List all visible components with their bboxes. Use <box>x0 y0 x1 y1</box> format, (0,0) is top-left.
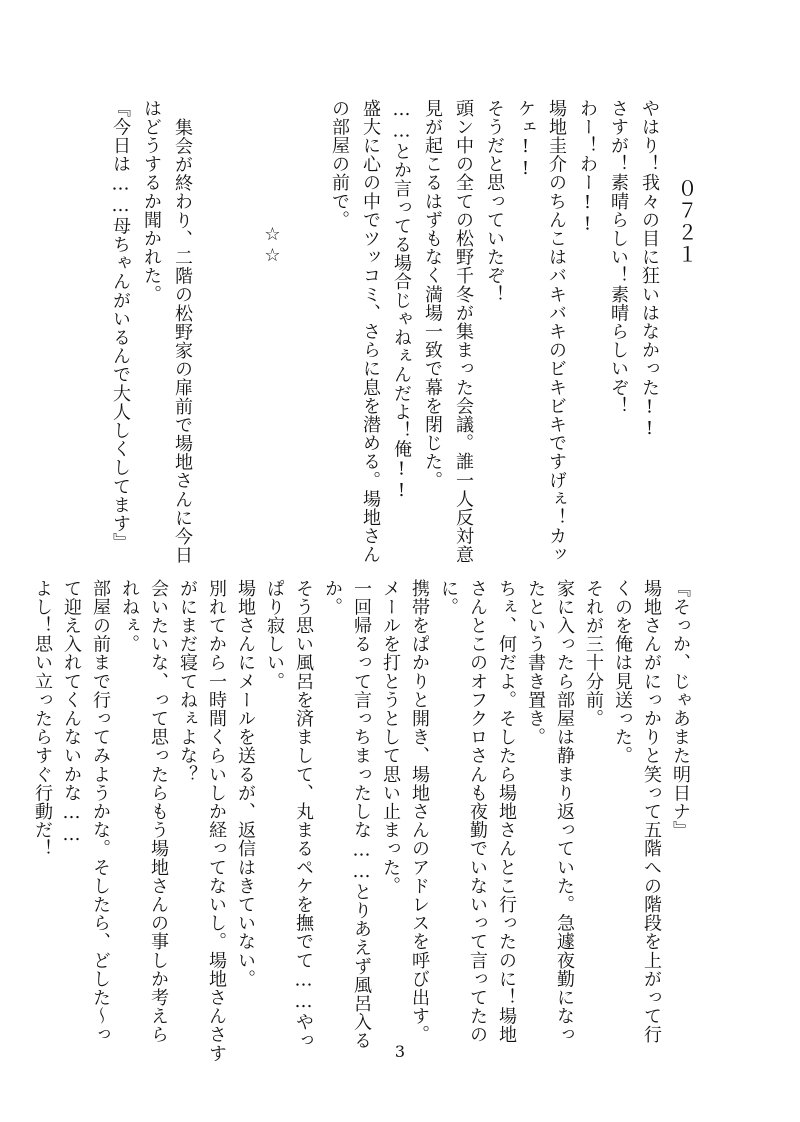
text-line: 一回帰るって言っちまったしな……とりあえず風呂入る <box>351 579 372 1050</box>
text-line: 『今日は……母ちゃんがいるんで大人しくしてます』 <box>110 99 131 552</box>
page-number: 3 <box>394 1042 406 1061</box>
text-line: に。 <box>438 579 459 617</box>
text-line: 『そっか、じゃあまた明日ナ』 <box>670 579 691 840</box>
text-line: さんとこのオフクロさんも夜勤でいないって言ってたの <box>467 579 488 1044</box>
text-line: の部屋の前で。 <box>329 99 350 230</box>
text-line: 別れてから一時間くらいしか経ってないし。場地さんさす <box>206 579 227 1063</box>
text-line: わー！わー!! <box>577 99 598 236</box>
text-line: 家に入ったら部屋は静まり返っていた。急遽夜勤になっ <box>554 579 575 1044</box>
text-line: 集会が終わり、二階の松野家の扉前で場地さんに今日 <box>172 118 193 565</box>
text-line: はどうするか聞かれた。 <box>141 99 162 304</box>
text-line: ぱり寂しい。 <box>264 579 285 691</box>
text-line: て迎え入れてくんないかな…… <box>61 579 82 846</box>
text-line: ……とか言ってる場合じゃねぇんだよ！俺!! <box>391 99 412 502</box>
text-line: 会いたいな、って思ったらもう場地さんの事しか考えら <box>148 579 169 1044</box>
text-line: か。 <box>322 579 343 617</box>
text-line: そう思い風呂を済まして、丸まるペケを撫でて……やっ <box>293 579 314 1050</box>
text-line: 頭ン中の全ての松野千冬が集まった会議。誰一人反対意 <box>453 99 474 564</box>
text-line: たという書き置き。 <box>525 579 546 747</box>
text-line: 場地さんがにっかりと笑って五階への階段を上がって行 <box>641 579 662 1044</box>
text-line: 携帯をぱかりと開き、場地さんのアドレスを呼び出す。 <box>409 579 430 1044</box>
scene-separator: ☆☆ <box>262 224 283 266</box>
text-line: ちぇ、何だよ。そしたら場地さんとこ行ったのに！場地 <box>496 579 517 1044</box>
text-line: ケェ!! <box>515 99 536 180</box>
text-line: やはり！我々の目に狂いはなかった!! <box>639 99 660 440</box>
text-line: くのを俺は見送った。 <box>612 579 633 765</box>
text-line: 場地さんにメールを送るが、返信はきていない。 <box>235 579 256 989</box>
text-line: 部屋の前まで行ってみようかな。そしたら、どした〜っ <box>90 579 111 1044</box>
text-line: よし！思い立ったらすぐ行動だ！ <box>32 579 53 858</box>
text-line: メールを打とうとして思い止まった。 <box>380 579 401 896</box>
text-line: 場地圭介のちんこはバキバキのビキビキですげぇ！カッ <box>546 99 567 564</box>
text-line: そうだと思っていたぞ！ <box>484 99 505 304</box>
text-line: それが三十分前。 <box>583 579 604 728</box>
text-line: 見が起こるはずもなく満場一致で幕を閉じた。 <box>422 99 443 490</box>
text-line: がにまだ寝てねぇよな？ <box>177 579 198 784</box>
text-line: 盛大に心の中でツッコミ、さらに息を潜める。場地さん <box>360 99 381 564</box>
text-line: れねぇ。 <box>119 579 140 654</box>
chapter-title: ０７２１ <box>674 178 698 266</box>
text-line: さすが！素晴らしい！素晴らしいぞ！ <box>608 99 629 416</box>
